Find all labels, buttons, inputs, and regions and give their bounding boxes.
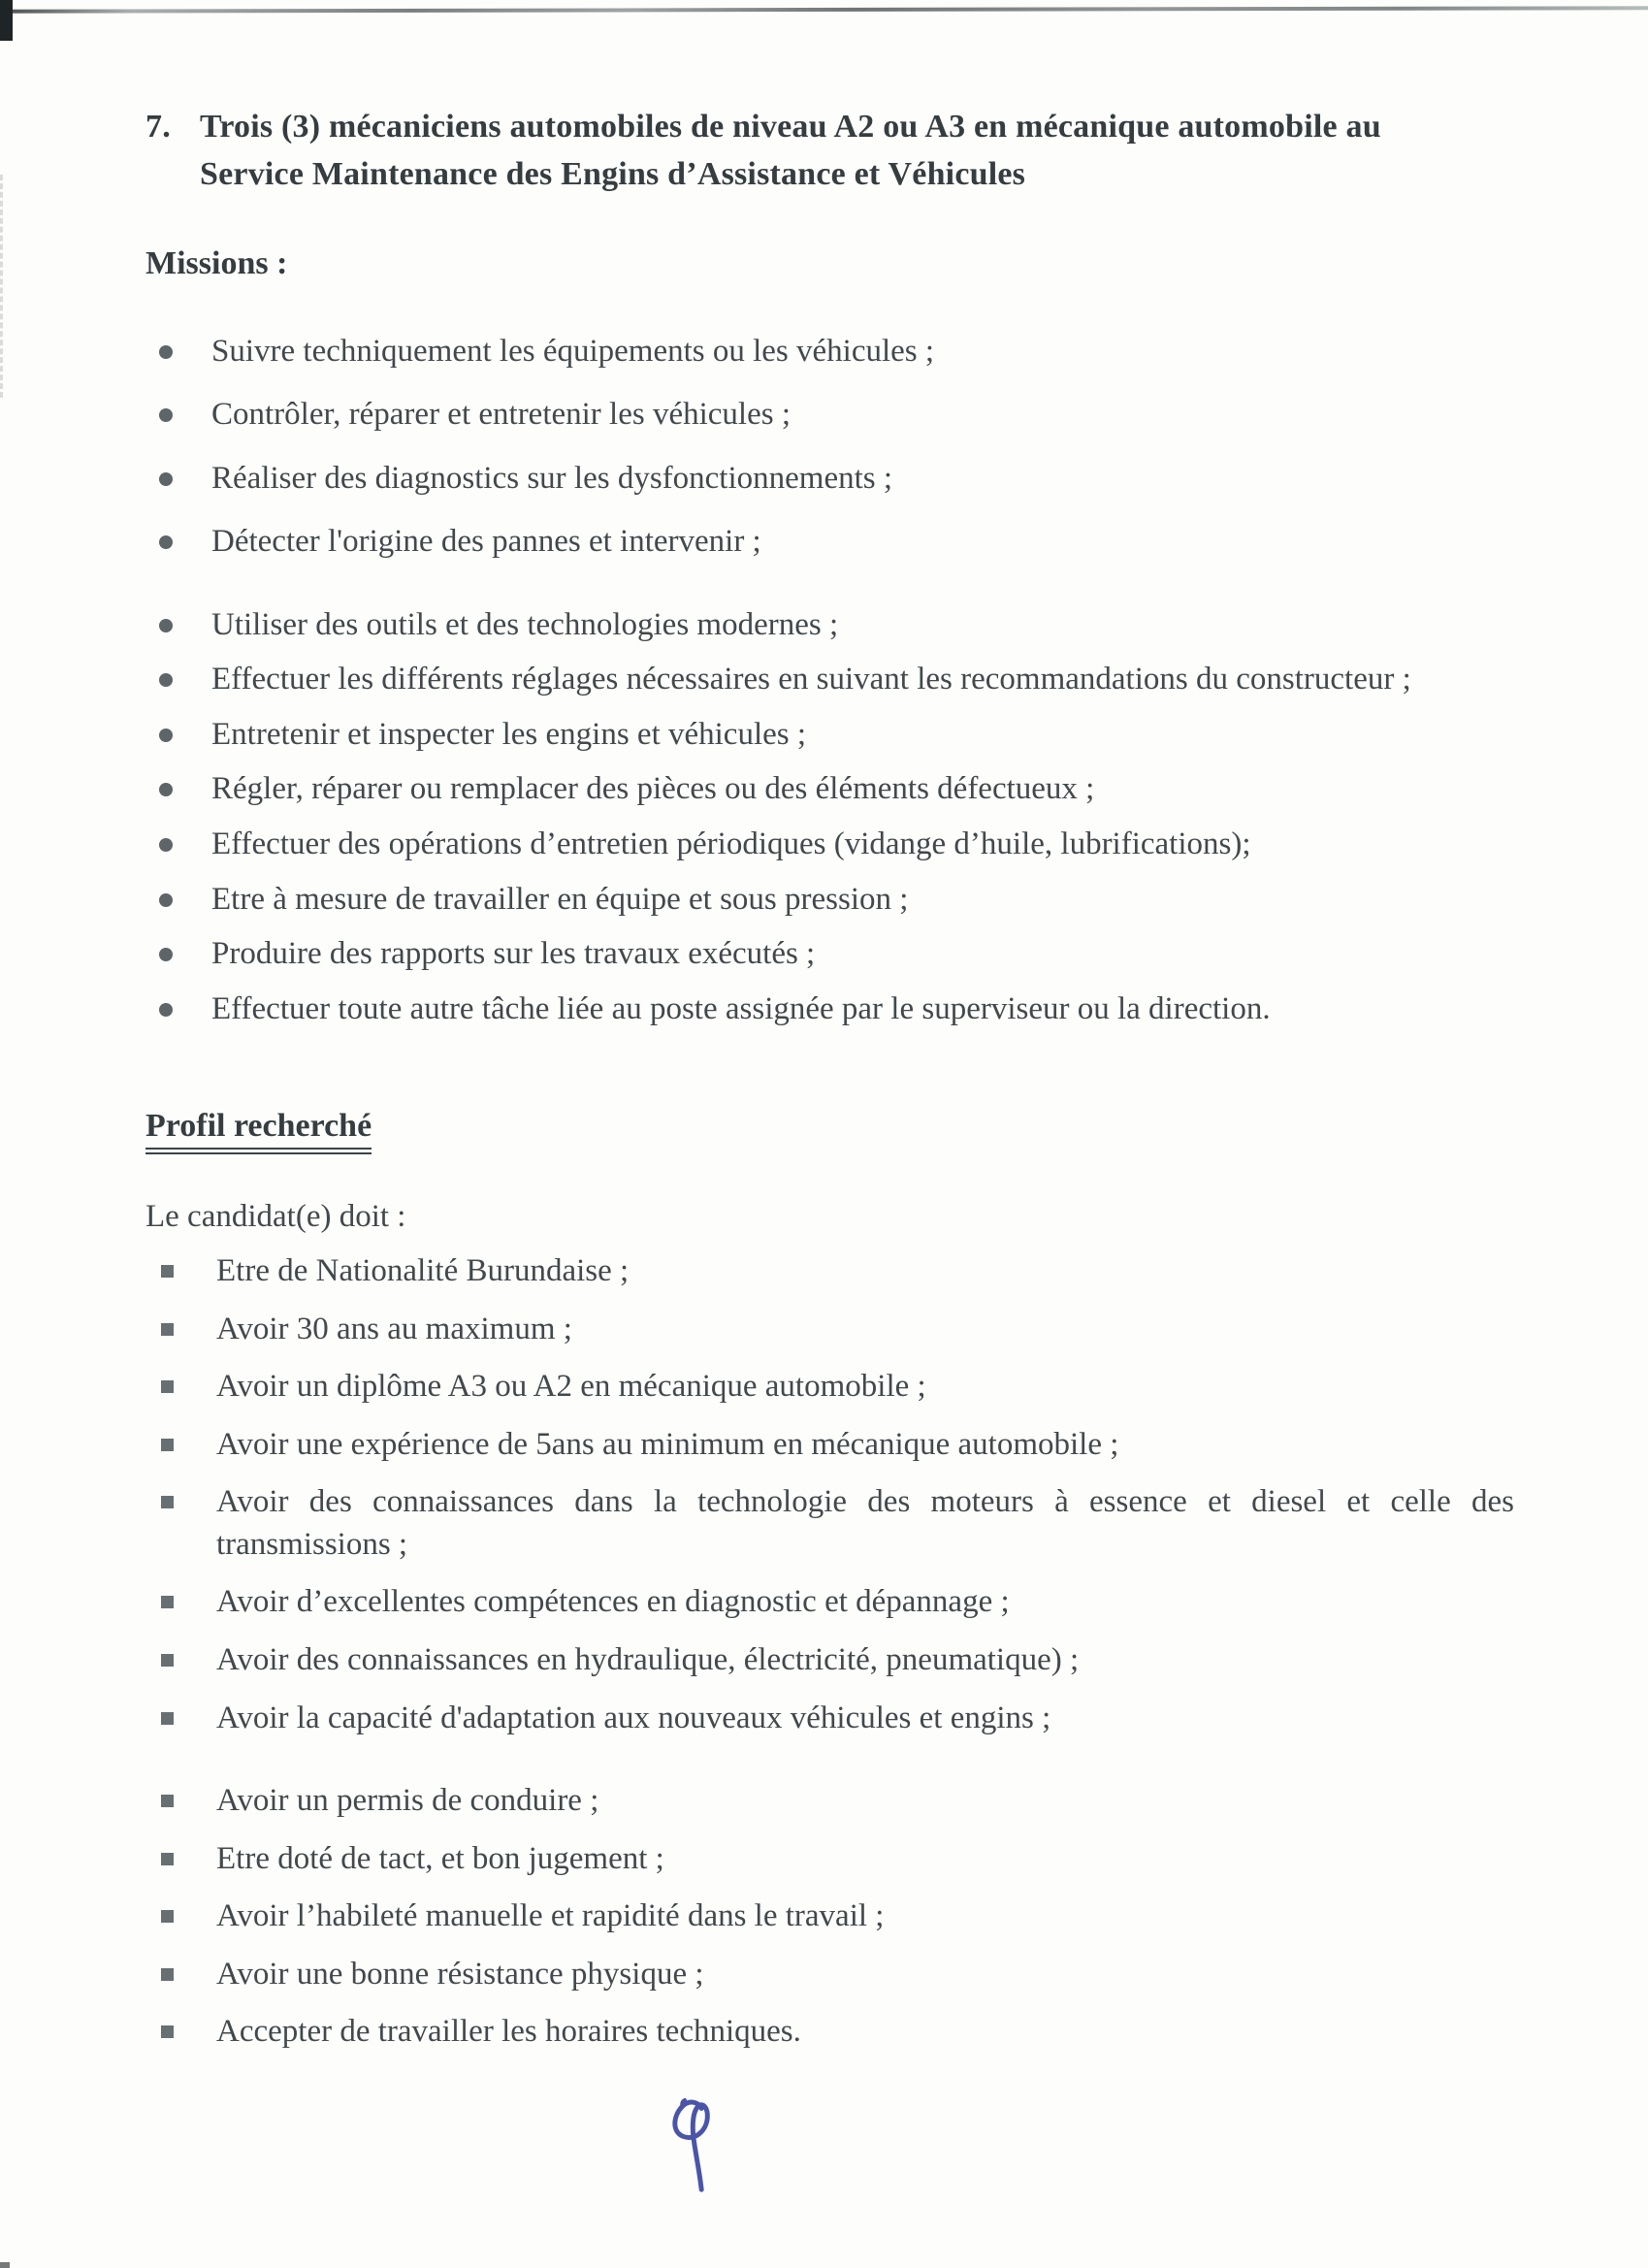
square-bullet-icon (161, 1323, 174, 1336)
profile-requirements-list (145, 1250, 1514, 2054)
profile-item: Avoir un diplôme A3 ou A2 en mécanique automobile ; (145, 1366, 1514, 1409)
missions-section-title: Missions : (145, 244, 288, 281)
profile-item: Etre doté de tact, et bon jugement ; (145, 1838, 1514, 1881)
round-bullet-icon (159, 838, 173, 852)
profile-intro: Le candidat(e) doit : (145, 1199, 406, 1235)
profile-item: Avoir des connaissances dans la technologie des moteurs à essence et diesel et celle des transmissions ; (145, 1481, 1514, 1566)
square-bullet-icon (161, 1439, 174, 1451)
round-bullet-icon (159, 472, 173, 486)
round-bullet-icon (159, 948, 173, 961)
profile-item: Avoir l’habileté manuelle et rapidité dans le travail ; (145, 1895, 1514, 1938)
profile-item: Avoir une bonne résistance physique ; (145, 1954, 1514, 1996)
round-bullet-icon (159, 619, 173, 632)
mission-item: Régler, réparer ou remplacer des pièces ou des éléments défectueux ; (145, 768, 1514, 811)
scan-artifact-bottom-mark (0, 2262, 10, 2268)
square-bullet-icon (161, 1380, 174, 1393)
square-bullet-icon (161, 1853, 174, 1865)
square-bullet-icon (161, 1968, 174, 1981)
mission-item: Effectuer des opérations d’entretien périodiques (vidange d’huile, lubrifications); (145, 824, 1514, 866)
square-bullet-icon (161, 1265, 174, 1278)
job-posting-heading (145, 103, 1514, 199)
mission-item: Entretenir et inspecter les engins et véhicules ; (145, 714, 1514, 757)
missions-list (145, 331, 1514, 1031)
square-bullet-icon (161, 2025, 174, 2038)
round-bullet-icon (159, 408, 173, 422)
heading-text: Trois (3) mécaniciens automobiles de niveau A2 ou A3 en mécanique automobile au Service Maintenance des Engins d’Assistance et Véhicules (200, 109, 1381, 193)
round-bullet-icon (159, 673, 173, 687)
profile-item: Accepter de travailler les horaires techniques. (145, 2011, 1514, 2054)
mission-item: Détecter l'origine des pannes et intervenir ; (145, 521, 1514, 564)
mission-item: Réaliser des diagnostics sur les dysfonctionnements ; (145, 458, 1514, 501)
mission-item: Utiliser des outils et des technologies modernes ; (145, 604, 1514, 647)
square-bullet-icon (161, 1596, 174, 1608)
round-bullet-icon (159, 1003, 173, 1017)
round-bullet-icon (159, 345, 173, 359)
profile-section-title: Profil recherché (145, 1108, 1514, 1154)
mission-item: Effectuer les différents réglages nécessaires en suivant les recommandations du constructeur ; (145, 659, 1514, 701)
square-bullet-icon (161, 1654, 174, 1667)
square-bullet-icon (161, 1712, 174, 1725)
square-bullet-icon (161, 1795, 174, 1807)
profile-item: Avoir 30 ans au maximum ; (145, 1309, 1514, 1351)
round-bullet-icon (159, 783, 173, 796)
profile-item: Avoir d’excellentes compétences en diagnostic et dépannage ; (145, 1581, 1514, 1624)
handwritten-mark (657, 2091, 740, 2202)
mission-item: Effectuer toute autre tâche liée au poste assignée par le superviseur ou la direction. (145, 988, 1514, 1031)
profile-item: Avoir une expérience de 5ans au minimum en mécanique automobile ; (145, 1424, 1514, 1467)
square-bullet-icon (161, 1910, 174, 1923)
profile-item: Etre de Nationalité Burundaise ; (145, 1250, 1514, 1293)
heading-number: 7. (145, 109, 171, 145)
profile-item: Avoir un permis de conduire ; (145, 1780, 1514, 1823)
round-bullet-icon (159, 535, 173, 549)
square-bullet-icon (161, 1496, 174, 1508)
mission-item: Etre à mesure de travailler en équipe et sous pression ; (145, 879, 1514, 922)
mission-item: Contrôler, réparer et entretenir les véhicules ; (145, 394, 1514, 437)
mission-item: Produire des rapports sur les travaux exécutés ; (145, 933, 1514, 976)
round-bullet-icon (159, 893, 173, 907)
mission-item: Suivre techniquement les équipements ou les véhicules ; (145, 331, 1514, 373)
round-bullet-icon (159, 729, 173, 742)
profile-item: Avoir des connaissances en hydraulique, électricité, pneumatique) ; (145, 1639, 1514, 1682)
profile-item: Avoir la capacité d'adaptation aux nouveaux véhicules et engins ; (145, 1698, 1514, 1740)
